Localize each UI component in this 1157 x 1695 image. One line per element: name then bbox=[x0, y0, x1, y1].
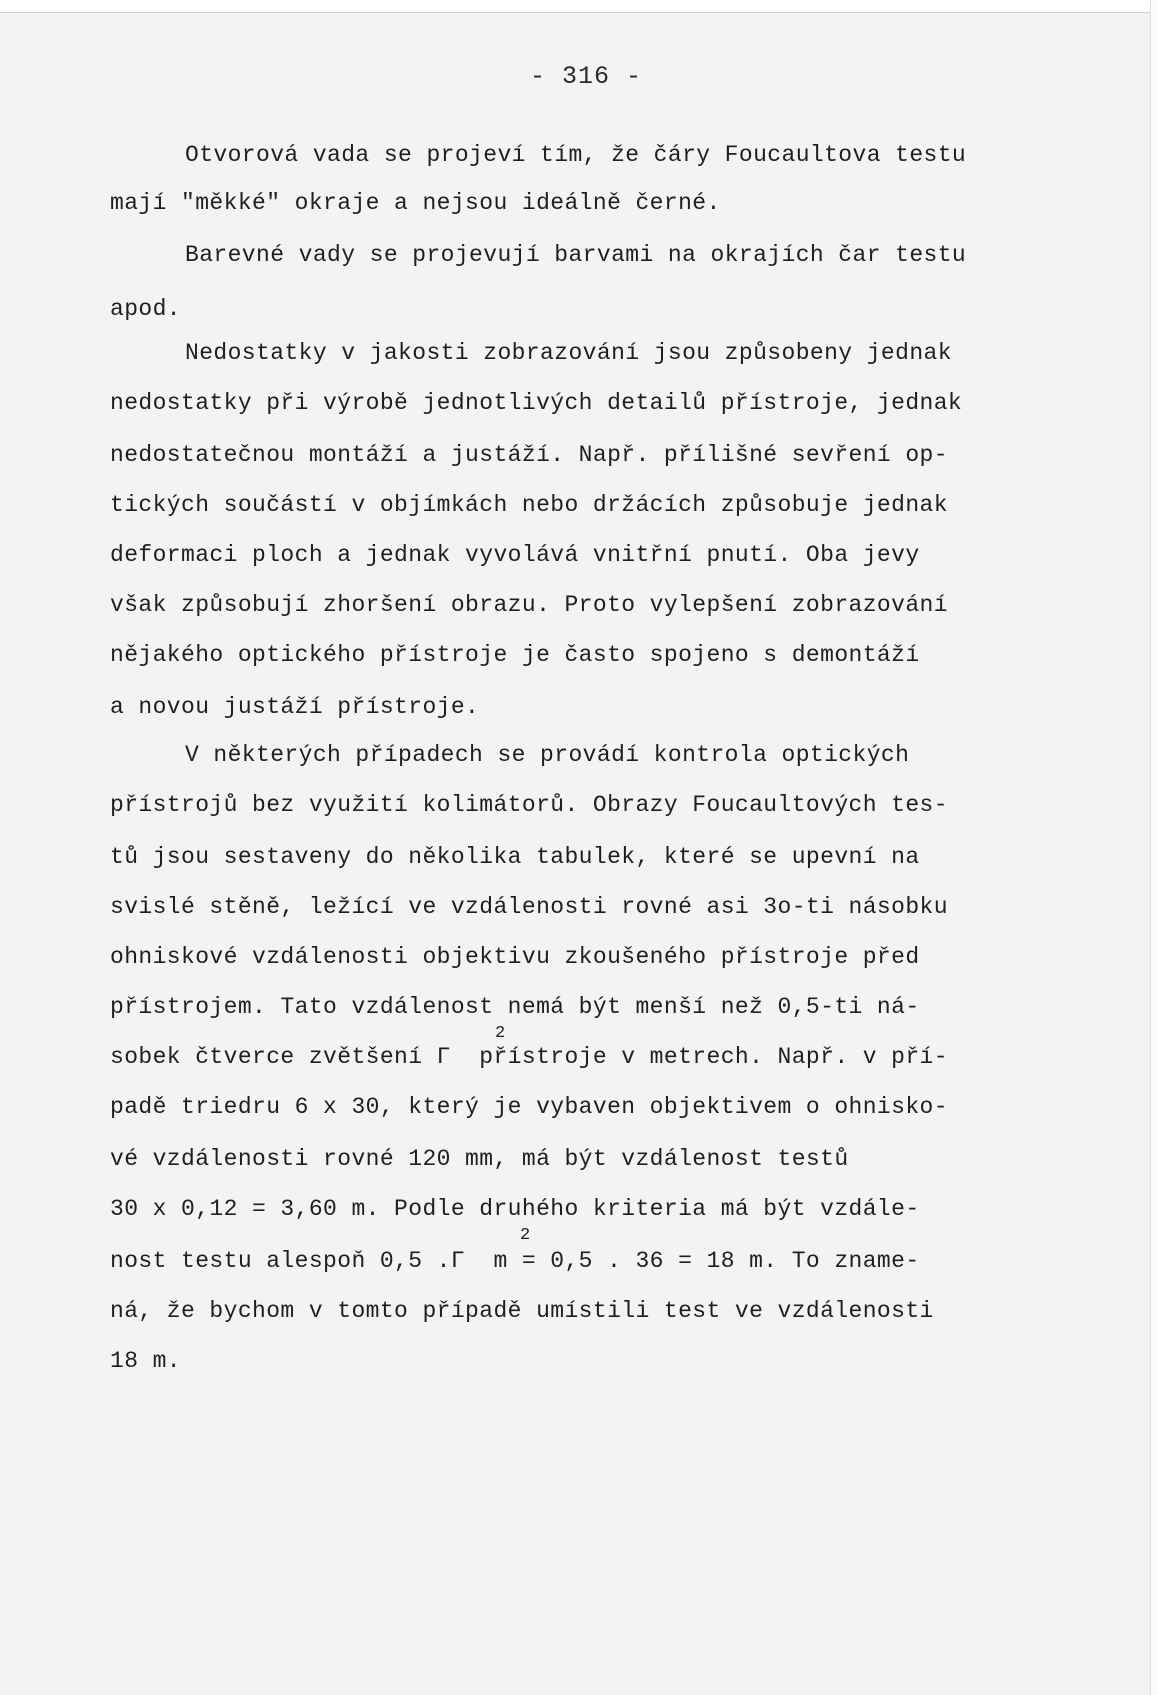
text-line: tů jsou sestaveny do několika tabulek, které se upevní na bbox=[110, 844, 920, 870]
text-line: a novou justáží přístroje. bbox=[110, 694, 480, 720]
text-line: Nedostatky v jakosti zobrazování jsou způsobeny jednak bbox=[185, 340, 952, 366]
text-line: ná, že bychom v tomto případě umístili test ve vzdálenosti bbox=[110, 1298, 934, 1324]
text-line: přístrojem. Tato vzdálenost nemá být menší než 0,5-ti ná- bbox=[110, 994, 920, 1020]
paper-top-edge bbox=[0, 0, 1157, 13]
text-line: ohniskové vzdálenosti objektivu zkoušeného přístroje před bbox=[110, 944, 920, 970]
text-line: nějakého optického přístroje je často spojeno s demontáží bbox=[110, 642, 920, 668]
text-line: tických součástí v objímkách nebo držácích způsobuje jednak bbox=[110, 492, 948, 518]
text-line: deformaci ploch a jednak vyvolává vnitřní pnutí. Oba jevy bbox=[110, 542, 920, 568]
text-line: nedostatečnou montáží a justáží. Např. přílišné sevření op- bbox=[110, 442, 948, 468]
text-line: padě triedru 6 x 30, který je vybaven objektivem o ohnisko- bbox=[110, 1094, 948, 1120]
text-line: apod. bbox=[110, 296, 182, 322]
text-line: mají "měkké" okraje a nejsou ideálně černé. bbox=[110, 190, 721, 216]
text-line: Barevné vady se projevují barvami na okrajích čar testu bbox=[185, 242, 967, 268]
text-line: nost testu alespoň 0,5 .Γ m = 0,5 . 36 = 18 m. To zname- bbox=[110, 1248, 920, 1274]
text-line: 30 x 0,12 = 3,60 m. Podle druhého kriteria má být vzdále- bbox=[110, 1196, 920, 1222]
text-line: svislé stěně, ležící ve vzdálenosti rovné asi 3o-ti násobku bbox=[110, 894, 948, 920]
text-line: sobek čtverce zvětšení Γ přístroje v metrech. Např. v pří- bbox=[110, 1044, 948, 1070]
text-line: 18 m. bbox=[110, 1348, 182, 1374]
text-line: přístrojů bez využití kolimátorů. Obrazy Foucaultových tes- bbox=[110, 792, 948, 818]
superscript: 2 bbox=[520, 1226, 531, 1245]
superscript: 2 bbox=[495, 1024, 506, 1043]
text-line: V některých případech se provádí kontrola optických bbox=[185, 742, 910, 768]
text-line: vé vzdálenosti rovné 120 mm, má být vzdálenost testů bbox=[110, 1146, 849, 1172]
text-line: však způsobují zhoršení obrazu. Proto vylepšení zobrazování bbox=[110, 592, 948, 618]
paper-right-edge bbox=[1150, 0, 1157, 1695]
page-number: - 316 - bbox=[530, 62, 643, 91]
text-line: nedostatky při výrobě jednotlivých detailů přístroje, jednak bbox=[110, 390, 963, 416]
text-line: Otvorová vada se projeví tím, že čáry Foucaultova testu bbox=[185, 142, 967, 168]
